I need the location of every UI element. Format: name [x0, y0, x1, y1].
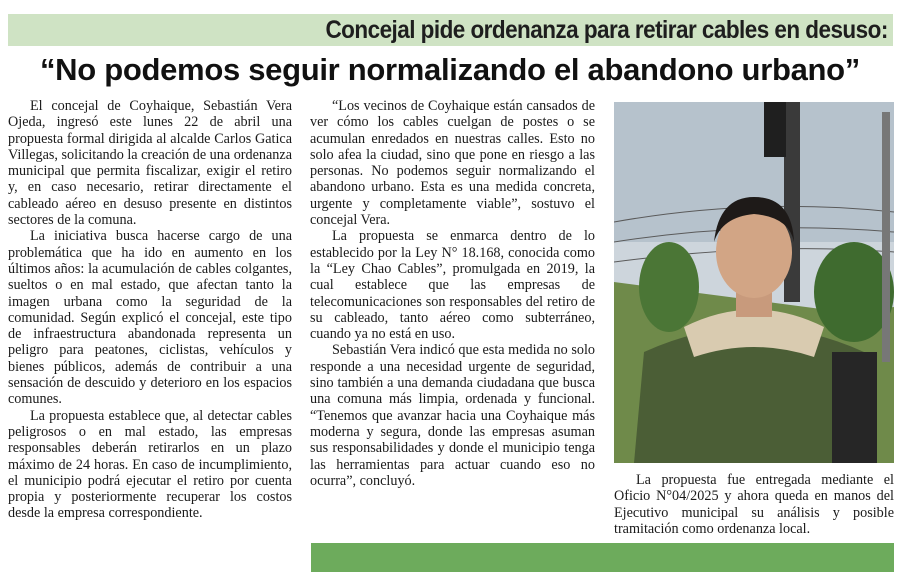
article-column-1	[8, 98, 292, 522]
paragraph: El concejal de Coyhaique, Sebastián Vera Ojeda, ingresó este lunes 22 de abril una propuesta formal dirigida al alcalde Carlos Gatica Villegas, solicitando la creación de una ordenanza municipal que permita fiscalizar, exigir el retiro y, en caso necesario, retirar directamente el cableado aéreo en desuso presente en distintos sectores de la comuna.	[8, 98, 292, 229]
paragraph: “Los vecinos de Coyhaique están cansados de ver cómo los cables cuelgan de postes o se acumulan enredados en nuestras calles. Esto no solo afea la ciudad, sino que pone en riesgo a las personas. No podemos seguir normalizando el abandono urbano. Esta es una medida concreta, urgente y completamente viable”, sostuvo el concejal Vera.	[310, 98, 595, 229]
paragraph: La iniciativa busca hacerse cargo de una problemática que ha ido en aumento en los últimos años: la acumulación de cables colgantes, sueltos o en mal estado, que afectan tanto la imagen urbana como la seguridad de la comunidad. Según explicó el concejal, este tipo de infraestructura abandonada representa un peligro para peatones, ciclistas, vehículos y bienes públicos, además de contribuir a una sensación de descuido y deterioro en los espacios comunes.	[8, 228, 292, 408]
caption-text: La propuesta fue entregada mediante el Oficio N°04/2025 y ahora queda en manos del Ejecutivo municipal su análisis y posible tramitación como ordenanza local.	[614, 472, 894, 537]
headline: “No podemos seguir normalizando el abandono urbano”	[39, 52, 861, 87]
paragraph: Sebastián Vera indicó que esta medida no solo responde a una necesidad urgente de seguridad, sino también a una demanda ciudadana que busca una comuna más limpia, ordenada y funcional. “Tenemos que avanzar hacia una Coyhaique más moderna y segura, donde las empresas asuman sus responsabilidades y donde el municipio tenga las herramientas para actuar cuando eso no ocurra”, concluyó.	[310, 342, 595, 489]
photo-illustration	[614, 102, 894, 463]
article-column-2	[310, 98, 595, 489]
photo-caption	[614, 472, 894, 537]
kicker-title: Concejal pide ordenanza para retirar cables en desuso:	[325, 16, 888, 44]
paragraph: La propuesta establece que, al detectar cables peligrosos o en mal estado, las empresas responsables deberán retirarlos en un plazo máximo de 24 horas. En caso de incumplimiento, el municipio podrá ejecutar el retiro por cuenta propia y posteriormente recuperar los costos desde la empresa correspondiente.	[8, 407, 292, 522]
paragraph: La propuesta se enmarca dentro de lo establecido por la Ley N° 18.168, conocida como la “Ley Chao Cables”, promulgada en 2019, la cual establece que las empresas de telecomunicaciones son responsables del retiro de su cableado, tanto aéreo como subterráneo, cuando ya no está en uso.	[310, 228, 595, 343]
footer-band	[311, 543, 894, 572]
photo-councilman	[614, 102, 894, 463]
